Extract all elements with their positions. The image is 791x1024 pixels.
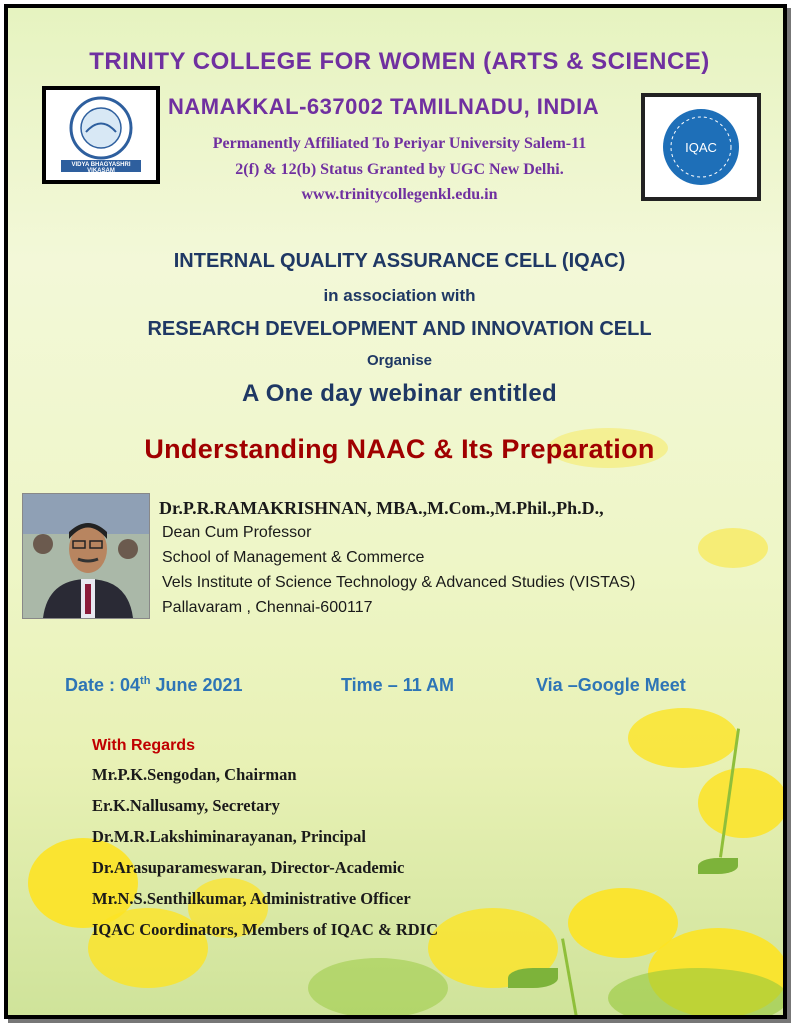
event-date-label: Date : 04 xyxy=(65,675,141,695)
organiser-association: in association with xyxy=(323,286,476,305)
event-date-rest: June 2021 xyxy=(150,675,243,695)
speaker-designation: Dean Cum Professor xyxy=(162,524,312,541)
event-date-sup: th xyxy=(140,675,151,687)
speaker-department: School of Management & Commerce xyxy=(162,549,425,566)
event-date xyxy=(65,675,243,696)
poster-frame xyxy=(4,4,787,1019)
event-platform: Via –Google Meet xyxy=(536,675,686,695)
speaker-address: Pallavaram , Chennai-600117 xyxy=(162,599,373,616)
event-time: Time – 11 AM xyxy=(341,675,455,695)
regards-person: Mr.P.K.Sengodan, Chairman xyxy=(92,765,297,784)
regards-person: Dr.M.R.Lakshiminarayanan, Principal xyxy=(92,827,366,846)
organiser-organise: Organise xyxy=(366,352,433,369)
event-type: A One day webinar entitled xyxy=(242,380,557,407)
event-title: Understanding NAAC & Its Preparation xyxy=(144,434,655,464)
speaker-name: Dr.P.R.RAMAKRISHNAN, MBA.,M.Com.,M.Phil.,Ph.D., xyxy=(159,498,604,518)
organiser-iqac: INTERNAL QUALITY ASSURANCE CELL (IQAC) xyxy=(173,250,626,272)
regards-person: Dr.Arasuparameswaran, Director-Academic xyxy=(92,858,405,877)
regards-person: Mr.N.S.Senthilkumar, Administrative Officer xyxy=(92,889,411,908)
regards-person: IQAC Coordinators, Members of IQAC & RDIC xyxy=(92,920,439,939)
regards-list xyxy=(92,765,438,951)
college-logo-text: VIDYA BHAGYASHRI VIKASAM xyxy=(71,162,131,174)
speaker-institution: Vels Institute of Science Technology & Advanced Studies (VISTAS) xyxy=(162,574,636,591)
regards-heading: With Regards xyxy=(92,737,195,754)
affiliation: Permanently Affiliated To Periyar University Salem-11 xyxy=(212,135,587,152)
regards-person: Er.K.Nallusamy, Secretary xyxy=(92,796,280,815)
college-name: TRINITY COLLEGE FOR WOMEN (ARTS & SCIENCE) xyxy=(89,48,710,75)
college-location: NAMAKKAL-637002 TAMILNADU, INDIA xyxy=(168,94,600,119)
ugc-status: 2(f) & 12(b) Status Granted by UGC New Delhi. xyxy=(235,161,564,178)
iqac-logo-text: IQAC xyxy=(685,140,717,155)
speaker-photo xyxy=(22,493,150,619)
website-link[interactable]: www.trinitycollegenkl.edu.in xyxy=(301,186,498,203)
organiser-rdic: RESEARCH DEVELOPMENT AND INNOVATION CELL xyxy=(147,318,652,340)
